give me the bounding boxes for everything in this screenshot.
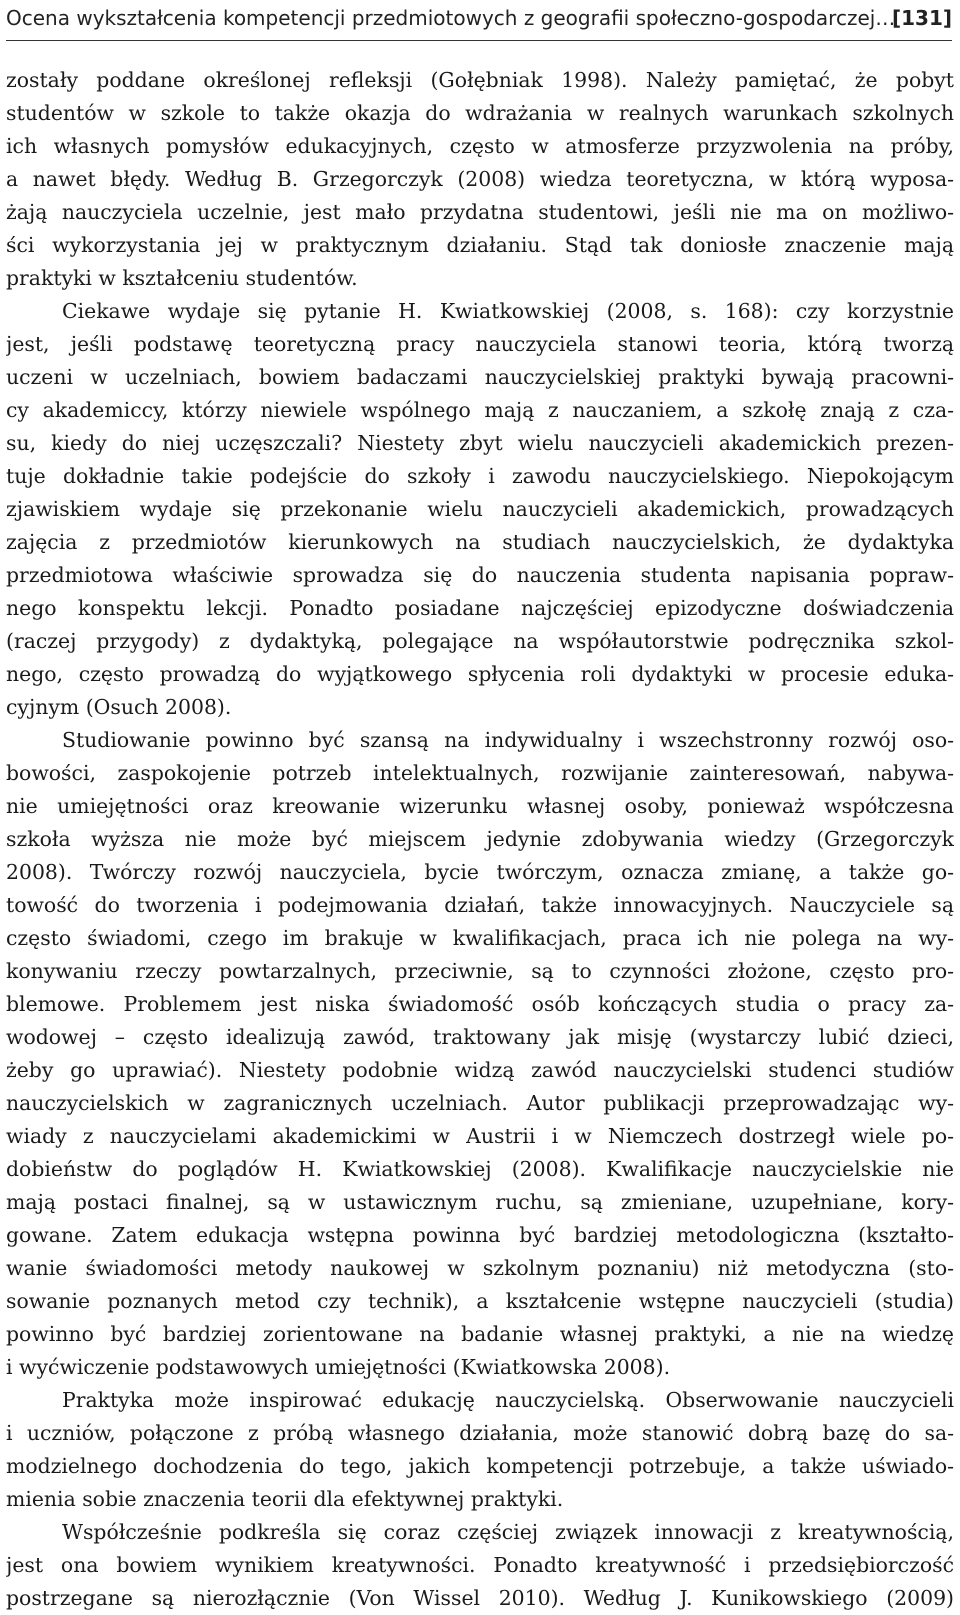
text-line: powinno być bardziej zorientowane na badanie własnej praktyki, a nie na wiedzę bbox=[6, 1322, 954, 1346]
text-line: jest, jeśli podstawę teoretyczną pracy nauczyciela stanowi teoria, którą tworzą bbox=[6, 332, 954, 356]
text-line: Praktyka może inspirować edukację nauczycielską. Obserwowanie nauczycieli bbox=[62, 1388, 954, 1412]
text-line: mają postaci finalnej, są w ustawicznym ruchu, są zmieniane, uzupełniane, kory- bbox=[6, 1190, 954, 1214]
text-line: a nawet błędy. Według B. Grzegorczyk (2008) wiedza teoretyczna, w którą wyposa- bbox=[6, 167, 954, 191]
text-line: sowanie poznanych metod czy technik), a kształcenie wstępne nauczycieli (studia) bbox=[6, 1289, 954, 1313]
text-line: uczeni w uczelniach, bowiem badaczami nauczycielskiej praktyki bywają pracowni- bbox=[6, 365, 954, 389]
text-line: bowości, zaspokojenie potrzeb intelektualnych, rozwijanie zainteresowań, nabywa- bbox=[6, 761, 954, 785]
running-title: Ocena wykształcenia kompetencji przedmiotowych z geografii społeczno-gospodarczej… bbox=[6, 6, 896, 30]
text-line: tuje dokładnie takie podejście do szkoły i zawodu nauczycielskiego. Niepokojącym bbox=[6, 464, 954, 488]
text-line: su, kiedy do niej uczęszczali? Niestety zbyt wielu nauczycieli akademickich prezen- bbox=[6, 431, 954, 455]
text-line: nie umiejętności oraz kreowanie wizerunku własnej osoby, ponieważ współczesna bbox=[6, 794, 954, 818]
text-line: jest ona bowiem wynikiem kreatywności. Ponadto kreatywność i przedsiębiorczość bbox=[6, 1553, 954, 1577]
text-line: Współcześnie podkreśla się coraz częściej związek innowacji z kreatywnością, bbox=[62, 1520, 954, 1544]
text-line: wiady z nauczycielami akademickimi w Austrii i w Niemczech dostrzegł wiele po- bbox=[6, 1124, 954, 1148]
text-line: wodowej – często idealizują zawód, traktowany jak misję (wystarczy lubić dzieci, bbox=[6, 1025, 954, 1049]
text-line: i uczniów, połączone z próbą własnego działania, może stanowić dobrą bazę do sa- bbox=[6, 1421, 954, 1445]
text-line: i wyćwiczenie podstawowych umiejętności (Kwiatkowska 2008). bbox=[6, 1355, 671, 1379]
text-line: przedmiotowa właściwie sprowadza się do nauczenia studenta napisania popraw- bbox=[6, 563, 954, 587]
text-line: cyjnym (Osuch 2008). bbox=[6, 695, 232, 719]
text-line: żeby go uprawiać). Niestety podobnie widzą zawód nauczycielski studenci studiów bbox=[6, 1058, 954, 1082]
text-line: dobieństw do poglądów H. Kwiatkowskiej (2008). Kwalifikacje nauczycielskie nie bbox=[6, 1157, 954, 1181]
text-line: modzielnego dochodzenia do tego, jakich kompetencji potrzebuje, a także uświado- bbox=[6, 1454, 954, 1478]
text-line: konywaniu rzeczy powtarzalnych, przeciwnie, są to czynności złożone, często pro- bbox=[6, 959, 954, 983]
text-line: nauczycielskich w zagranicznych uczelniach. Autor publikacji przeprowadzając wy- bbox=[6, 1091, 954, 1115]
paragraph bbox=[6, 64, 954, 295]
text-line: ści wykorzystania jej w praktycznym działaniu. Stąd tak doniosłe znaczenie mają bbox=[6, 233, 954, 257]
text-line: ich własnych pomysłów edukacyjnych, często w atmosferze przyzwolenia na próby, bbox=[6, 134, 954, 158]
text-line: 2008). Twórczy rozwój nauczyciela, bycie twórczym, oznacza zmianę, a także go- bbox=[6, 860, 954, 884]
text-line: Ciekawe wydaje się pytanie H. Kwiatkowskiej (2008, s. 168): czy korzystnie bbox=[62, 299, 954, 323]
page-header bbox=[0, 0, 960, 40]
text-line: żają nauczyciela uczelnie, jest mało przydatna studentowi, jeśli nie ma on możliwo- bbox=[6, 200, 954, 224]
text-line: gowane. Zatem edukacja wstępna powinna być bardziej metodologiczna (kształto- bbox=[6, 1223, 954, 1247]
paragraph bbox=[6, 1384, 954, 1516]
text-line: zajęcia z przedmiotów kierunkowych na studiach nauczycielskich, że dydaktyka bbox=[6, 530, 954, 554]
body-text bbox=[6, 64, 954, 1615]
text-line: studentów w szkole to także okazja do wdrażania w realnych warunkach szkolnych bbox=[6, 101, 954, 125]
text-line: Studiowanie powinno być szansą na indywidualny i wszechstronny rozwój oso- bbox=[62, 728, 954, 752]
text-line: towość do tworzenia i podejmowania działań, także innowacyjnych. Nauczyciele są bbox=[6, 893, 954, 917]
text-line: szkoła wyższa nie może być miejscem jedynie zdobywania wiedzy (Grzegorczyk bbox=[6, 827, 954, 851]
paragraph bbox=[6, 1516, 954, 1615]
text-line: blemowe. Problemem jest niska świadomość osób kończących studia o pracy za- bbox=[6, 992, 954, 1016]
text-line: nego konspektu lekcji. Ponadto posiadane najczęściej epizodyczne doświadczenia bbox=[6, 596, 954, 620]
text-line: zostały poddane określonej refleksji (Gołębniak 1998). Należy pamiętać, że pobyt bbox=[6, 68, 954, 92]
paragraph bbox=[6, 724, 954, 1384]
header-rule bbox=[6, 40, 952, 41]
text-line: mienia sobie znaczenia teorii dla efektywnej praktyki. bbox=[6, 1487, 564, 1511]
text-line: zjawiskiem wydaje się przekonanie wielu nauczycieli akademickich, prowadzących bbox=[6, 497, 954, 521]
page-number: [131] bbox=[891, 6, 952, 30]
text-line: nego, często prowadzą do wyjątkowego spłycenia roli dydaktyki w procesie eduka- bbox=[6, 662, 954, 686]
text-line: (raczej przygody) z dydaktyką, polegające na współautorstwie podręcznika szkol- bbox=[6, 629, 954, 653]
paragraph bbox=[6, 295, 954, 724]
text-line: postrzegane są nierozłącznie (Von Wissel 2010). Według J. Kunikowskiego (2009) bbox=[6, 1586, 954, 1610]
text-line: praktyki w kształceniu studentów. bbox=[6, 266, 358, 290]
text-line: wanie świadomości metody naukowej w szkolnym poznaniu) niż metodyczna (sto- bbox=[6, 1256, 954, 1280]
text-line: często świadomi, czego im brakuje w kwalifikacjach, praca ich nie polega na wy- bbox=[6, 926, 954, 950]
text-line: cy akademiccy, którzy niewiele wspólnego mają z nauczaniem, a szkołę znają z cza- bbox=[6, 398, 954, 422]
